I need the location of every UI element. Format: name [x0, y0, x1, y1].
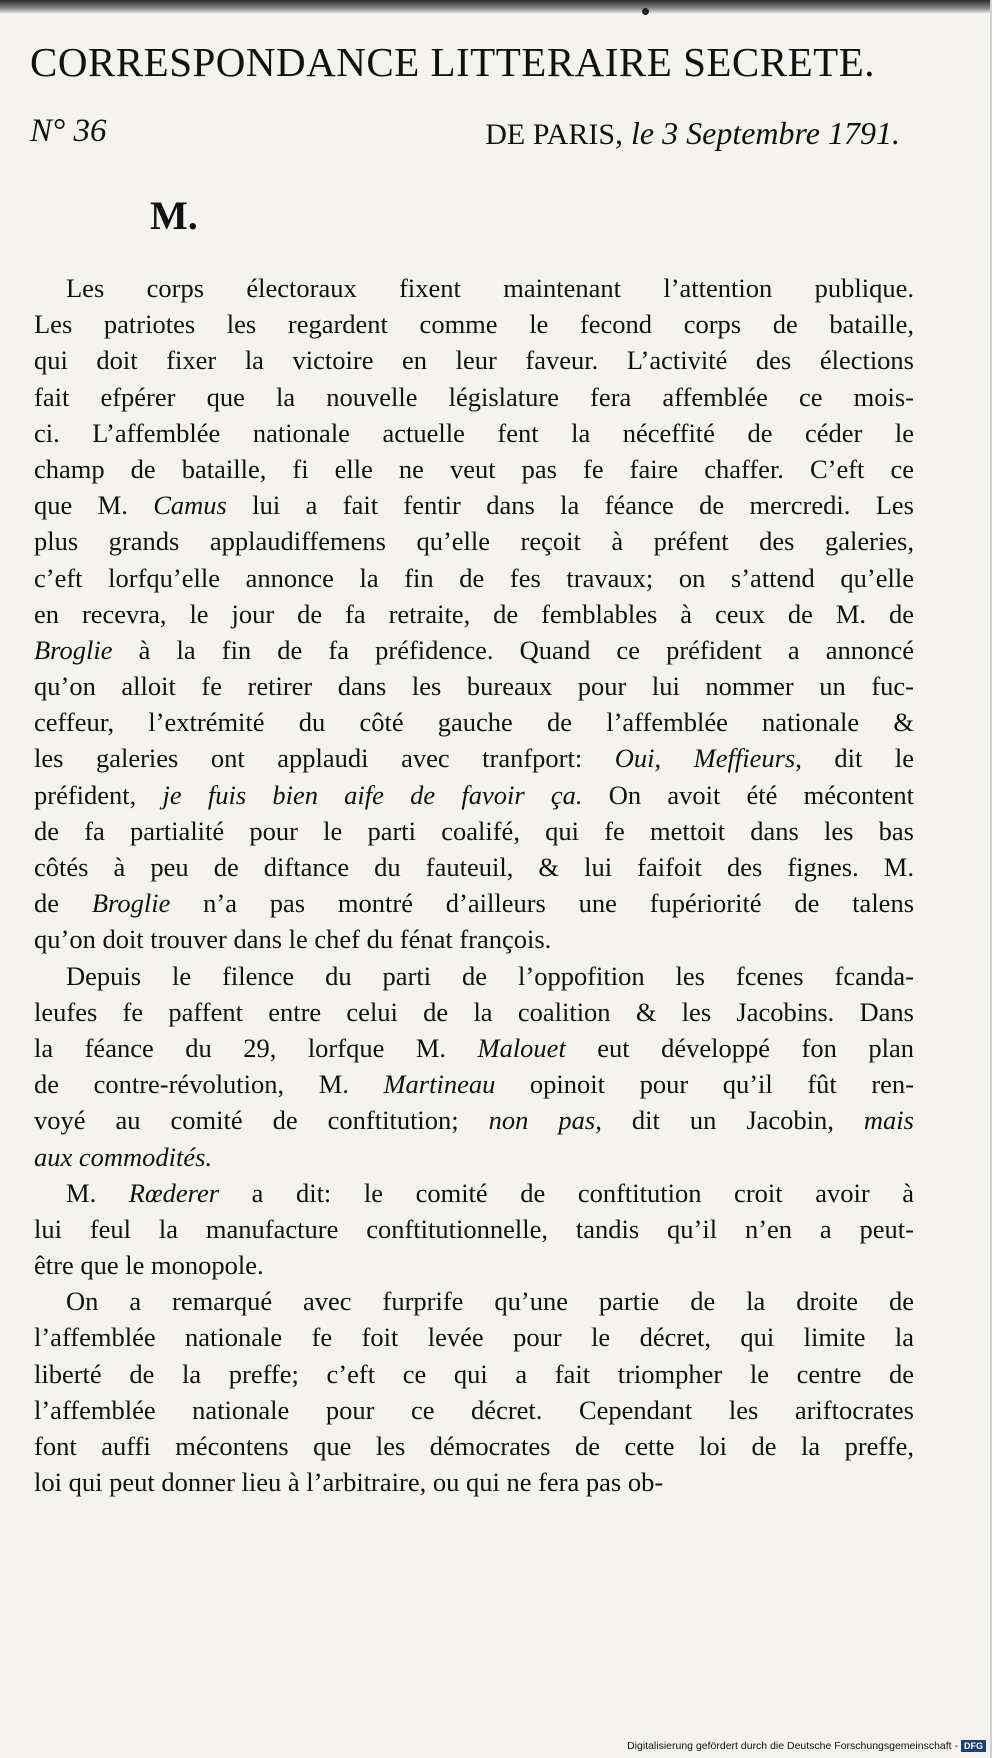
text-run: Depuis le filence du parti de l’oppofition les fcenes fcanda- — [66, 960, 914, 991]
text-line — [34, 487, 914, 523]
text-line — [34, 777, 914, 813]
text-run: liberté de la preffe; c’eft ce qui a fait triompher le centre de — [34, 1358, 914, 1389]
issue-number: N° 36 — [30, 113, 107, 149]
text-run: leufes fe paffent entre celui de la coalition & les Jacobins. Dans — [34, 996, 914, 1027]
text-run: c’eft lorfqu’elle annonce la fin de fes travaux; on s’attend qu’elle — [34, 562, 914, 593]
text-run: font auffi mécontens que les démocrates de cette loi de la preffe, — [34, 1431, 914, 1461]
dateline-separator: , — [615, 115, 632, 151]
text-run: qu’on doit trouver dans le chef du fénat françois. — [34, 924, 552, 955]
text-run: Les patriotes les regardent comme le fecond corps de bataille, — [34, 309, 914, 340]
text-line — [34, 342, 914, 378]
italic-run: Meffieurs — [693, 743, 796, 774]
text-run: préfident, — [34, 779, 163, 810]
text-line — [34, 632, 914, 668]
digitization-credit — [627, 1740, 986, 1752]
text-run: fait efpérer que la nouvelle législature fera affemblée ce mois- — [34, 381, 914, 412]
text-line — [34, 704, 914, 740]
text-line — [34, 1211, 914, 1247]
text-run: , dit un Jacobin, — [595, 1105, 864, 1136]
text-line — [34, 1247, 914, 1283]
page-edge-shadow — [0, 0, 990, 14]
text-run: lui a fait fentir dans la féance de mercredi. Les — [226, 490, 914, 521]
paragraph — [34, 1175, 914, 1284]
text-run: à la fin de fa préfidence. Quand ce préfident a annoncé — [112, 634, 914, 665]
text-run: plus grands applaudiffemens qu’elle reçoit à préfent des galeries, — [34, 526, 914, 557]
letter-body — [34, 270, 914, 1500]
text-line — [34, 958, 914, 994]
italic-run: Malouet — [477, 1032, 566, 1063]
dateline-date: 3 Septembre 1791. — [654, 115, 900, 151]
text-run: en recevra, le jour de fa retraite, de femblables à ceux de M. de — [34, 598, 914, 629]
text-run: On a remarqué avec furprife qu’une partie de la droite de — [66, 1286, 914, 1317]
italic-run: Martineau — [383, 1069, 496, 1100]
dfg-logo: DFG — [961, 1740, 986, 1752]
text-line — [34, 306, 914, 342]
text-line — [34, 1102, 914, 1138]
text-run: , dit le — [795, 743, 914, 774]
text-run: lui feul la manufacture conftitutionnelle, tandis qu’il n’en a peut- — [34, 1213, 914, 1244]
text-run: ceffeur, l’extrémité du côté gauche de l’affemblée nationale & — [34, 707, 914, 738]
text-line — [34, 415, 914, 451]
text-line — [34, 379, 914, 415]
text-line — [34, 1283, 914, 1319]
text-line — [34, 813, 914, 849]
dateline — [485, 115, 900, 152]
text-line — [34, 1392, 914, 1428]
text-run: voyé au comité de conftitution; — [34, 1105, 489, 1136]
ink-speck — [642, 8, 649, 15]
text-line — [34, 560, 914, 596]
text-run: les galeries ont applaudi avec tranfport: — [34, 743, 615, 774]
text-run: Les corps électoraux fixent maintenant l’attention publique. — [66, 273, 914, 303]
text-line — [34, 1139, 914, 1175]
italic-run: mais — [863, 1105, 914, 1136]
dateline-place: DE PARIS — [485, 118, 616, 151]
paragraph — [34, 270, 914, 958]
text-run: a dit: le comité de conftitution croit avoir à — [219, 1177, 914, 1208]
text-run: de contre-révolution, M. — [34, 1069, 384, 1100]
paragraph — [34, 1283, 914, 1500]
publication-title: CORRESPONDANCE LITTERAIRE SECRETE. — [30, 39, 875, 85]
text-line — [34, 451, 914, 487]
text-line — [34, 523, 914, 559]
salutation: M. — [150, 193, 198, 238]
italic-run: Rœderer — [128, 1177, 220, 1208]
text-line — [34, 668, 914, 704]
text-line — [34, 1464, 914, 1500]
paragraph — [34, 958, 914, 1175]
text-run: opinoit pour qu’il fût ren- — [495, 1069, 914, 1100]
italic-run: Camus — [153, 490, 227, 521]
text-run: que M. — [34, 490, 154, 521]
text-line — [34, 1066, 914, 1102]
text-run: On avoit été mécontent — [582, 779, 915, 810]
text-line — [34, 921, 914, 957]
issue-row — [30, 113, 900, 163]
text-run: qui doit fixer la victoire en leur faveur. L’activité des élections — [34, 345, 914, 376]
text-run: l’affemblée nationale pour ce décret. Cependant les ariftocrates — [34, 1394, 914, 1425]
text-line — [34, 849, 914, 885]
text-run: la féance du 29, lorfque M. — [34, 1032, 478, 1063]
italic-run: Oui — [614, 743, 655, 774]
text-line — [34, 885, 914, 921]
text-line — [34, 1030, 914, 1066]
italic-run: je fuis bien aife de favoir ça. — [162, 779, 583, 810]
text-run: M. — [66, 1177, 129, 1208]
italic-run: aux commodités. — [34, 1141, 213, 1172]
dateline-le: le — [631, 115, 655, 151]
text-line — [34, 1428, 914, 1464]
italic-run: non pas — [488, 1105, 596, 1136]
text-run: côtés à peu de diftance du fauteuil, & lui faifoit des fignes. M. — [34, 852, 914, 882]
text-run: l’affemblée nationale fe foit levée pour le décret, qui limite la — [34, 1322, 914, 1353]
text-run: eut développé fon plan — [565, 1032, 914, 1063]
text-run: champ de bataille, fi elle ne veut pas fe faire chaffer. C’eft ce — [34, 453, 914, 484]
text-line — [34, 1319, 914, 1355]
text-line — [34, 1175, 914, 1211]
text-line — [34, 596, 914, 632]
text-run: , — [654, 743, 694, 774]
text-run: être que le monopole. — [34, 1250, 264, 1281]
text-run: loi qui peut donner lieu à l’arbitraire, ou qui ne fera pas ob- — [34, 1467, 664, 1498]
italic-run: Broglie — [91, 888, 171, 919]
italic-run: Broglie — [34, 634, 113, 665]
text-line — [34, 994, 914, 1030]
text-run: n’a pas montré d’ailleurs une fupériorité de talens — [170, 888, 915, 919]
credit-text: Digitalisierung gefördert durch die Deutsche Forschungsgemeinschaft - — [627, 1739, 958, 1752]
text-line — [34, 1356, 914, 1392]
text-run: de — [34, 888, 92, 919]
text-run: de fa partialité pour le parti coalifé, qui fe mettoit dans les bas — [34, 815, 914, 846]
text-line — [34, 740, 914, 776]
text-line — [34, 270, 914, 306]
text-run: qu’on alloit fe retirer dans les bureaux pour lui nommer un fuc- — [34, 671, 914, 702]
text-run: ci. L’affemblée nationale actuelle fent la néceffité de céder le — [34, 417, 914, 448]
